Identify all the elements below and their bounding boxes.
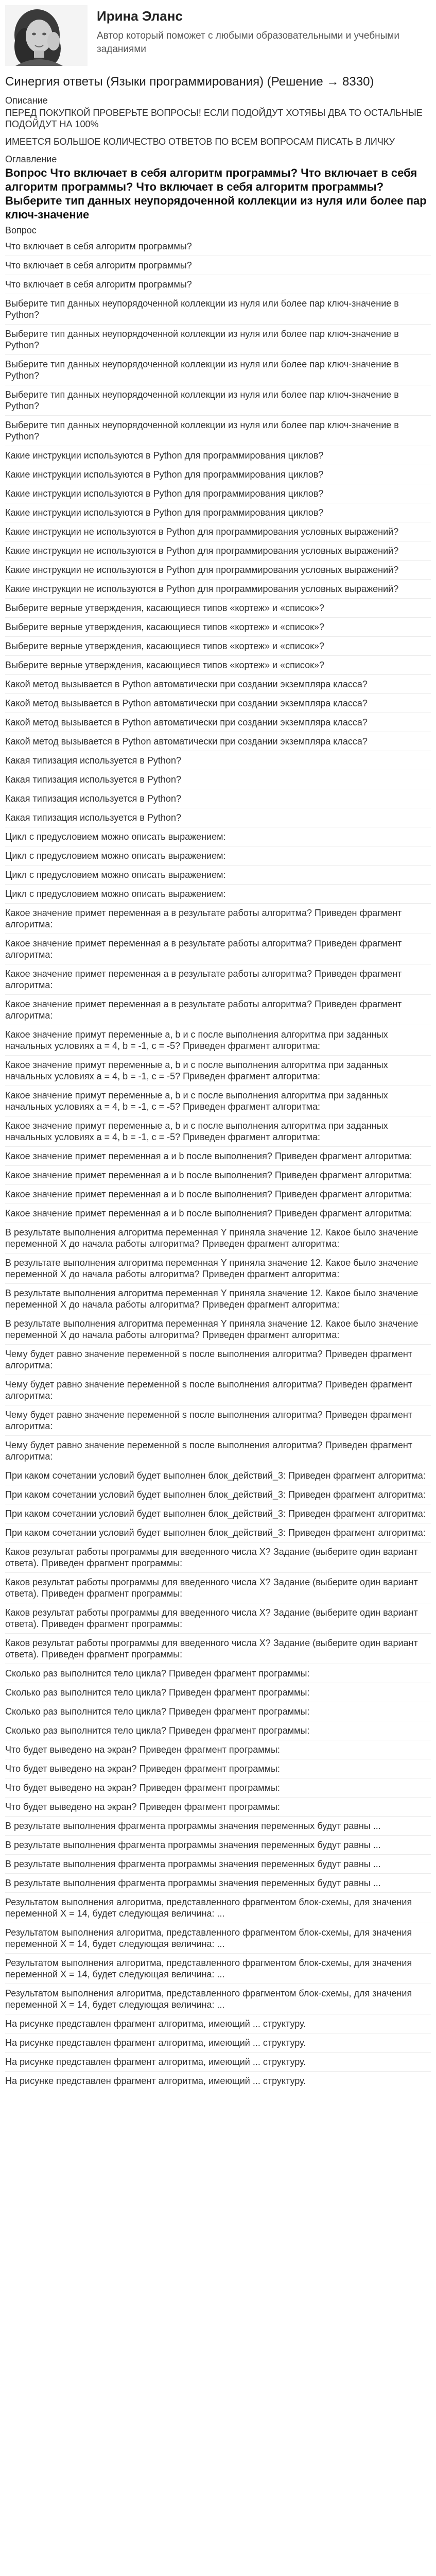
list-item: При каком сочетании условий будет выполнен блок_действий_3: Приведен фрагмент алгоритма:	[5, 1466, 431, 1485]
list-item: Какое значение примет переменная a в результате работы алгоритма? Приведен фрагмент алгоритма:	[5, 964, 431, 995]
list-item: Цикл с предусловием можно описать выражением:	[5, 846, 431, 866]
list-item: Выберите верные утверждения, касающиеся типов «кортеж» и «список»?	[5, 656, 431, 675]
list-item: Какая типизация используется в Python?	[5, 789, 431, 808]
list-item: Какие инструкции не используются в Python для программирования условных выражений?	[5, 580, 431, 599]
list-item: Что будет выведено на экран? Приведен фрагмент программы:	[5, 1740, 431, 1759]
avatar-image	[5, 5, 88, 66]
list-item: При каком сочетании условий будет выполнен блок_действий_3: Приведен фрагмент алгоритма:	[5, 1485, 431, 1504]
list-item: Какое значение примет переменная a и b после выполнения? Приведен фрагмент алгоритма:	[5, 1147, 431, 1166]
list-item: Что включает в себя алгоритм программы?	[5, 275, 431, 294]
list-item: На рисунке представлен фрагмент алгоритма, имеющий ... структуру.	[5, 2076, 306, 2086]
list-item: Какие инструкции используются в Python для программирования циклов?	[5, 465, 431, 484]
list-item: Какое значение примет переменная a в результате работы алгоритма? Приведен фрагмент алгоритма:	[5, 934, 431, 964]
list-item: Выберите верные утверждения, касающиеся типов «кортеж» и «список»?	[5, 618, 431, 637]
author-description: Автор который поможет с любыми образовательными и учебными заданиями	[97, 30, 399, 55]
list-item: Результатом выполнения алгоритма, представленного фрагментом блок-схемы, для значения переменной X = 14, будет следующая величина: ...	[5, 1984, 431, 2014]
list-item: В результате выполнения алгоритма переменная Y приняла значение 12. Какое было значение переменной X до начала работы алгоритма? Приведен фрагмент алгоритма:	[5, 1284, 431, 1314]
toc-label: Оглавление	[5, 154, 57, 164]
list-item: Что будет выведено на экран? Приведен фрагмент программы:	[5, 1759, 431, 1778]
list-item: Каков результат работы программы для введенного числа X? Задание (выберите один вариант ответа). Приведен фрагмент программы:	[5, 1603, 431, 1634]
question-list	[5, 237, 431, 2090]
list-item: Результатом выполнения алгоритма, представленного фрагментом блок-схемы, для значения переменной X = 14, будет следующая величина: ...	[5, 1954, 431, 1984]
list-item: Чему будет равно значение переменной s после выполнения алгоритма? Приведен фрагмент алгоритма:	[5, 1405, 431, 1436]
list-item: Какое значение примет переменная a в результате работы алгоритма? Приведен фрагмент алгоритма:	[5, 904, 431, 934]
list-item: Что включает в себя алгоритм программы?	[5, 237, 431, 256]
list-item: Какие инструкции используются в Python для программирования циклов?	[5, 484, 431, 503]
list-item: Какое значение примут переменные a, b и c после выполнения алгоритма при заданных начальных условиях a = 4, b = -1, c = -5? Приведен фрагмент алгоритма:	[5, 1025, 431, 1056]
list-item: Какой метод вызывается в Python автоматически при создании экземпляра класса?	[5, 713, 431, 732]
list-item: Сколько раз выполнится тело цикла? Приведен фрагмент программы:	[5, 1683, 431, 1702]
list-item: Какие инструкции не используются в Python для программирования условных выражений?	[5, 541, 431, 561]
list-item: Какой метод вызывается в Python автоматически при создании экземпляра класса?	[5, 732, 431, 751]
list-item: Чему будет равно значение переменной s после выполнения алгоритма? Приведен фрагмент алгоритма:	[5, 1345, 431, 1375]
list-item: Чему будет равно значение переменной s после выполнения алгоритма? Приведен фрагмент алгоритма:	[5, 1375, 431, 1405]
list-item: Какое значение примет переменная a и b после выполнения? Приведен фрагмент алгоритма:	[5, 1185, 431, 1204]
question-heading: Вопрос Что включает в себя алгоритм программы? Что включает в себя алгоритм программы? Что включает в себя алгоритм программы? Выберите тип данных неупорядоченной коллекции из нуля или более пар ключ-значение	[5, 166, 427, 221]
description-line: ИМЕЕТСЯ БОЛЬШОЕ КОЛИЧЕСТВО ОТВЕТОВ ПО ВСЕМ ВОПРОСАМ ПИСАТЬ В ЛИЧКУ	[5, 137, 395, 147]
list-item: Выберите тип данных неупорядоченной коллекции из нуля или более пар ключ-значение в Python?	[5, 355, 431, 385]
list-item: Сколько раз выполнится тело цикла? Приведен фрагмент программы:	[5, 1664, 431, 1683]
list-item: Какой метод вызывается в Python автоматически при создании экземпляра класса?	[5, 694, 431, 713]
list-item: Какие инструкции используются в Python для программирования циклов?	[5, 446, 431, 465]
list-item: Выберите тип данных неупорядоченной коллекции из нуля или более пар ключ-значение в Python?	[5, 325, 431, 355]
list-item: Каков результат работы программы для введенного числа X? Задание (выберите один вариант ответа). Приведен фрагмент программы:	[5, 1634, 431, 1664]
list-item: Какое значение примет переменная a и b после выполнения? Приведен фрагмент алгоритма:	[5, 1204, 431, 1223]
list-item: На рисунке представлен фрагмент алгоритма, имеющий ... структуру.	[5, 2014, 431, 2033]
page-title: Синергия ответы (Языки программирования) (Решение → 8330)	[5, 75, 374, 89]
list-item: Какое значение примут переменные a, b и c после выполнения алгоритма при заданных начальных условиях a = 4, b = -1, c = -5? Приведен фрагмент алгоритма:	[5, 1056, 431, 1086]
list-item: Выберите тип данных неупорядоченной коллекции из нуля или более пар ключ-значение в Python?	[5, 416, 431, 446]
list-item: В результате выполнения алгоритма переменная Y приняла значение 12. Какое было значение переменной X до начала работы алгоритма? Приведен фрагмент алгоритма:	[5, 1253, 431, 1284]
author-name[interactable]: Ирина Эланс	[97, 8, 183, 24]
list-item: Какая типизация используется в Python?	[5, 751, 431, 770]
list-item: Какая типизация используется в Python?	[5, 808, 431, 827]
list-item: Цикл с предусловием можно описать выражением:	[5, 885, 431, 904]
list-item: Каков результат работы программы для введенного числа X? Задание (выберите один вариант ответа). Приведен фрагмент программы:	[5, 1543, 431, 1573]
list-item: Какое значение примет переменная a в результате работы алгоритма? Приведен фрагмент алгоритма:	[5, 995, 431, 1025]
list-item: Какое значение примут переменные a, b и c после выполнения алгоритма при заданных начальных условиях a = 4, b = -1, c = -5? Приведен фрагмент алгоритма:	[5, 1116, 431, 1147]
list-item: Выберите верные утверждения, касающиеся типов «кортеж» и «список»?	[5, 637, 431, 656]
list-item: Какие инструкции не используются в Python для программирования условных выражений?	[5, 522, 431, 541]
list-item: Чему будет равно значение переменной s после выполнения алгоритма? Приведен фрагмент алгоритма:	[5, 1436, 431, 1466]
list-item: Какой метод вызывается в Python автоматически при создании экземпляра класса?	[5, 675, 431, 694]
list-item: На рисунке представлен фрагмент алгоритма, имеющий ... структуру.	[5, 2053, 431, 2072]
description-line: ПЕРЕД ПОКУПКОЙ ПРОВЕРЬТЕ ВОПРОСЫ! ЕСЛИ ПОДОЙДУТ ХОТЯБЫ ДВА ТО ОСТАЛЬНЫЕ ПОДОЙДУТ НА 100%	[5, 108, 423, 129]
list-item: При каком сочетании условий будет выполнен блок_действий_3: Приведен фрагмент алгоритма:	[5, 1523, 431, 1543]
list-item: Какие инструкции используются в Python для программирования циклов?	[5, 503, 431, 522]
list-item: Результатом выполнения алгоритма, представленного фрагментом блок-схемы, для значения переменной X = 14, будет следующая величина: ...	[5, 1923, 431, 1954]
list-item: Какие инструкции не используются в Python для программирования условных выражений?	[5, 561, 431, 580]
list-item: В результате выполнения алгоритма переменная Y приняла значение 12. Какое было значение переменной X до начала работы алгоритма? Приведен фрагмент алгоритма:	[5, 1314, 431, 1345]
list-item: Выберите верные утверждения, касающиеся типов «кортеж» и «список»?	[5, 599, 431, 618]
list-item: На рисунке представлен фрагмент алгоритма, имеющий ... структуру.	[5, 2033, 431, 2053]
avatar[interactable]	[5, 5, 88, 66]
question-label: Вопрос	[5, 225, 37, 235]
list-item: В результате выполнения фрагмента программы значения переменных будут равны ...	[5, 1874, 431, 1893]
list-item: Что будет выведено на экран? Приведен фрагмент программы:	[5, 1778, 431, 1798]
list-item: В результате выполнения алгоритма переменная Y приняла значение 12. Какое было значение переменной X до начала работы алгоритма? Приведен фрагмент алгоритма:	[5, 1223, 431, 1253]
list-item: Какое значение примут переменные a, b и c после выполнения алгоритма при заданных начальных условиях a = 4, b = -1, c = -5? Приведен фрагмент алгоритма:	[5, 1086, 431, 1116]
list-item: Результатом выполнения алгоритма, представленного фрагментом блок-схемы, для значения переменной X = 14, будет следующая величина: ...	[5, 1893, 431, 1923]
list-item: Какое значение примет переменная a и b после выполнения? Приведен фрагмент алгоритма:	[5, 1166, 431, 1185]
list-item: Цикл с предусловием можно описать выражением:	[5, 827, 431, 846]
list-item: Цикл с предусловием можно описать выражением:	[5, 866, 431, 885]
list-item: Сколько раз выполнится тело цикла? Приведен фрагмент программы:	[5, 1721, 431, 1740]
list-item: Сколько раз выполнится тело цикла? Приведен фрагмент программы:	[5, 1702, 431, 1721]
list-item: В результате выполнения фрагмента программы значения переменных будут равны ...	[5, 1817, 431, 1836]
list-item: При каком сочетании условий будет выполнен блок_действий_3: Приведен фрагмент алгоритма:	[5, 1504, 431, 1523]
list-item: В результате выполнения фрагмента программы значения переменных будут равны ...	[5, 1836, 431, 1855]
list-item: Что включает в себя алгоритм программы?	[5, 256, 431, 275]
description-label: Описание	[5, 95, 48, 106]
author-card	[5, 3, 431, 71]
list-item: Что будет выведено на экран? Приведен фрагмент программы:	[5, 1798, 431, 1817]
list-item: Выберите тип данных неупорядоченной коллекции из нуля или более пар ключ-значение в Python?	[5, 294, 431, 325]
list-item: Каков результат работы программы для введенного числа X? Задание (выберите один вариант ответа). Приведен фрагмент программы:	[5, 1573, 431, 1603]
list-item: Какая типизация используется в Python?	[5, 770, 431, 789]
list-item: В результате выполнения фрагмента программы значения переменных будут равны ...	[5, 1855, 431, 1874]
list-item: Выберите тип данных неупорядоченной коллекции из нуля или более пар ключ-значение в Python?	[5, 385, 431, 416]
